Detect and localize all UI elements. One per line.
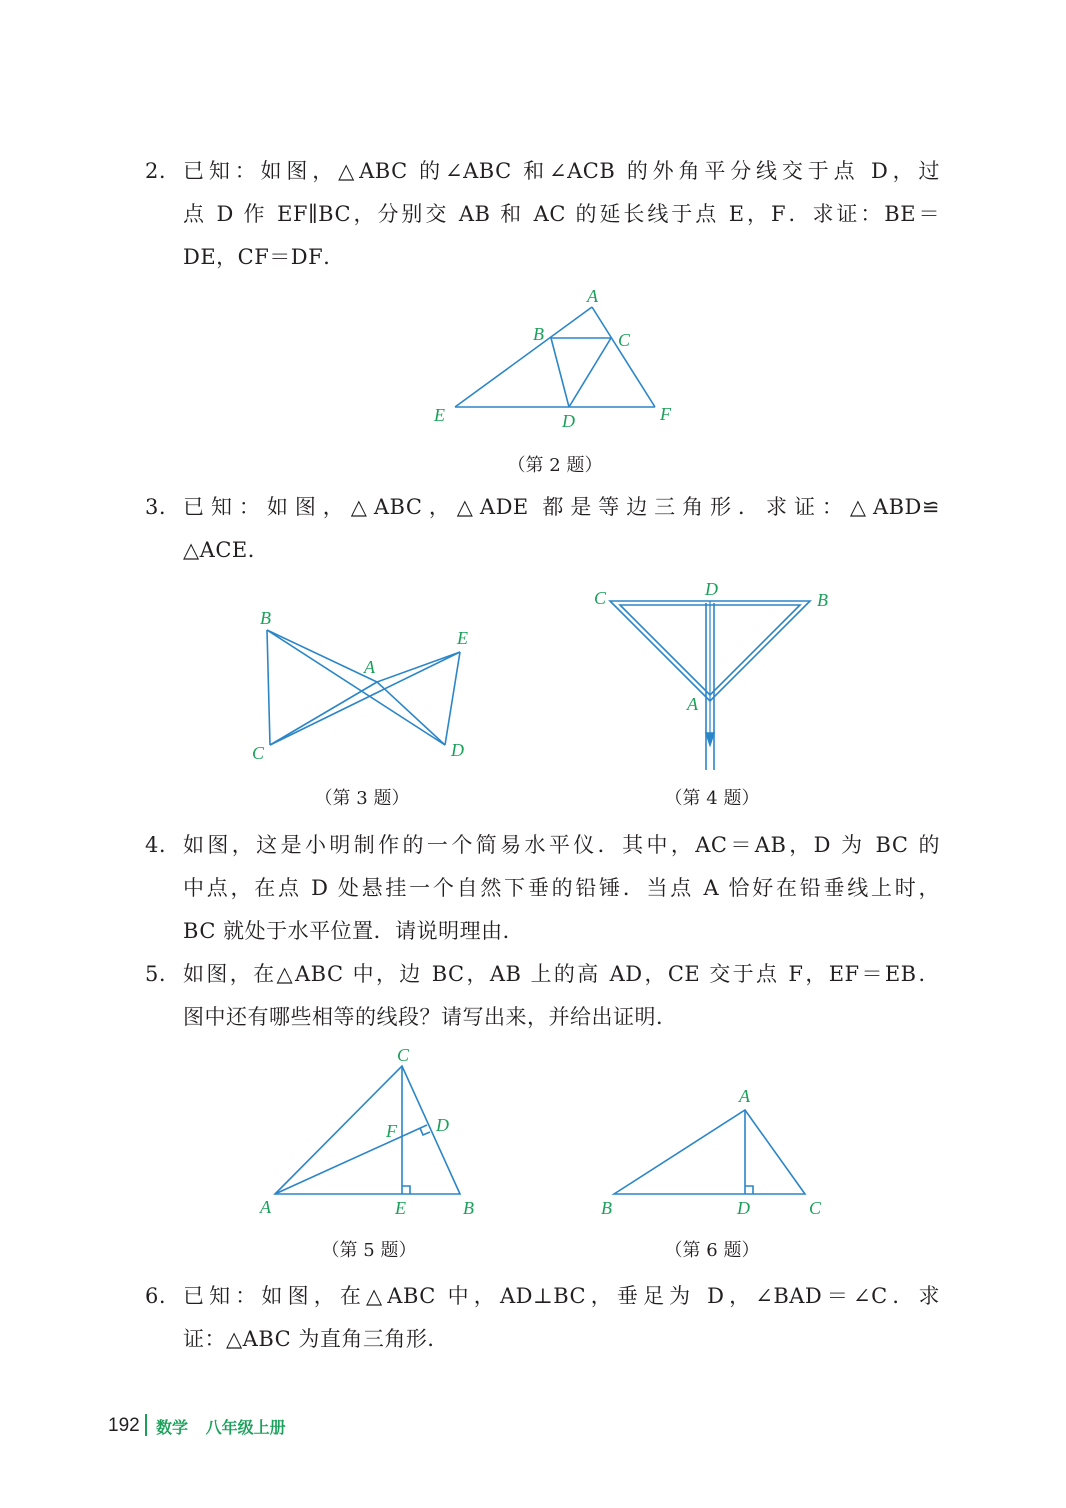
line-ca xyxy=(270,682,377,745)
label-a: A xyxy=(364,657,375,677)
label-d: D xyxy=(705,579,718,599)
problem-4 xyxy=(145,824,940,953)
label-c: C xyxy=(618,330,631,350)
caption-5: （第 5 题） xyxy=(321,1240,417,1261)
label-a: A xyxy=(587,286,598,306)
caption-4: （第 4 题） xyxy=(664,788,760,809)
problem-line: 已知：如图，△ABC，△ADE 都是等边三角形．求证：△ABD≌ xyxy=(183,495,940,519)
problem-3 xyxy=(145,486,940,572)
line-ad xyxy=(377,682,445,745)
figure-6 xyxy=(590,1080,840,1230)
problem-number: 5. xyxy=(145,962,167,986)
label-c: C xyxy=(397,1045,410,1065)
problem-line: 点 D 作 EF∥BC，分别交 AB 和 AC 的延长线于点 E，F．求证：BE＝ xyxy=(183,202,940,226)
line-cd xyxy=(569,338,611,407)
caption-2: （第 2 题） xyxy=(507,455,603,476)
problem-number: 6. xyxy=(145,1284,167,1308)
label-b: B xyxy=(817,590,828,610)
altitude-ad xyxy=(275,1125,427,1194)
label-e: E xyxy=(434,405,445,425)
right-angle-d xyxy=(745,1186,753,1194)
problem-line: 证：△ABC 为直角三角形． xyxy=(183,1327,449,1351)
page-number: 192 xyxy=(108,1415,140,1436)
problem-line: DE，CF＝DF． xyxy=(183,245,345,269)
right-angle-d xyxy=(420,1128,430,1135)
line-bd xyxy=(267,630,445,745)
problem-line: 图中还有哪些相等的线段？请写出来，并给出证明． xyxy=(183,1005,678,1029)
label-f: F xyxy=(386,1121,397,1141)
label-d: D xyxy=(436,1115,449,1135)
line-ba xyxy=(267,630,377,682)
label-b: B xyxy=(463,1198,474,1218)
label-f: F xyxy=(660,404,671,424)
label-e: E xyxy=(395,1198,406,1218)
problem-line: BC 就处于水平位置．请说明理由． xyxy=(183,919,525,943)
label-a: A xyxy=(260,1197,271,1217)
footer-divider xyxy=(145,1414,147,1436)
label-b: B xyxy=(533,324,544,344)
problem-line: 如图，这是小明制作的一个简易水平仪．其中，AC＝AB，D 为 BC 的 xyxy=(183,833,940,857)
figure-2 xyxy=(420,280,690,440)
caption-3: （第 3 题） xyxy=(314,788,410,809)
problem-line: △ACE． xyxy=(183,538,270,562)
label-d: D xyxy=(451,740,464,760)
figure-4 xyxy=(590,575,840,775)
book-title: 数学 八年级上册 xyxy=(156,1418,286,1437)
problem-number: 3. xyxy=(145,495,167,519)
line-ed xyxy=(445,652,460,745)
right-angle-e xyxy=(402,1186,410,1194)
label-c: C xyxy=(809,1198,822,1218)
line-ae xyxy=(377,652,460,682)
plumb-bob xyxy=(706,733,714,745)
figure-5 xyxy=(250,1040,500,1230)
label-d: D xyxy=(562,411,575,431)
caption-6: （第 6 题） xyxy=(664,1240,760,1261)
line-bd xyxy=(551,338,569,407)
label-a: A xyxy=(739,1086,750,1106)
line-bc xyxy=(267,630,270,745)
problem-line: 中点，在点 D 处悬挂一个自然下垂的铅锤．当点 A 恰好在铅垂线上时， xyxy=(183,876,940,900)
problem-number: 4. xyxy=(145,833,167,857)
figure-3 xyxy=(245,600,485,770)
label-c: C xyxy=(252,743,265,763)
problem-5 xyxy=(145,953,940,1039)
triangle-abc xyxy=(275,1066,460,1194)
label-b: B xyxy=(601,1198,612,1218)
problem-line: 如图，在△ABC 中，边 BC，AB 上的高 AD，CE 交于点 F，EF＝EB． xyxy=(183,962,940,986)
problem-6 xyxy=(145,1275,940,1361)
line-ea xyxy=(455,307,592,407)
triangle-abc xyxy=(614,1110,805,1194)
problem-number: 2. xyxy=(145,159,167,183)
problem-line: 已知：如图，△ABC 的∠ABC 和∠ACB 的外角平分线交于点 D，过 xyxy=(183,159,940,183)
label-c: C xyxy=(594,588,607,608)
label-b: B xyxy=(260,608,271,628)
label-d: D xyxy=(737,1198,750,1218)
problem-2 xyxy=(145,150,940,279)
label-a: A xyxy=(687,694,698,714)
problem-line: 已知：如图，在△ABC 中，AD⊥BC，垂足为 D，∠BAD＝∠C．求 xyxy=(183,1284,940,1308)
line-af xyxy=(592,307,655,407)
label-e: E xyxy=(457,628,468,648)
